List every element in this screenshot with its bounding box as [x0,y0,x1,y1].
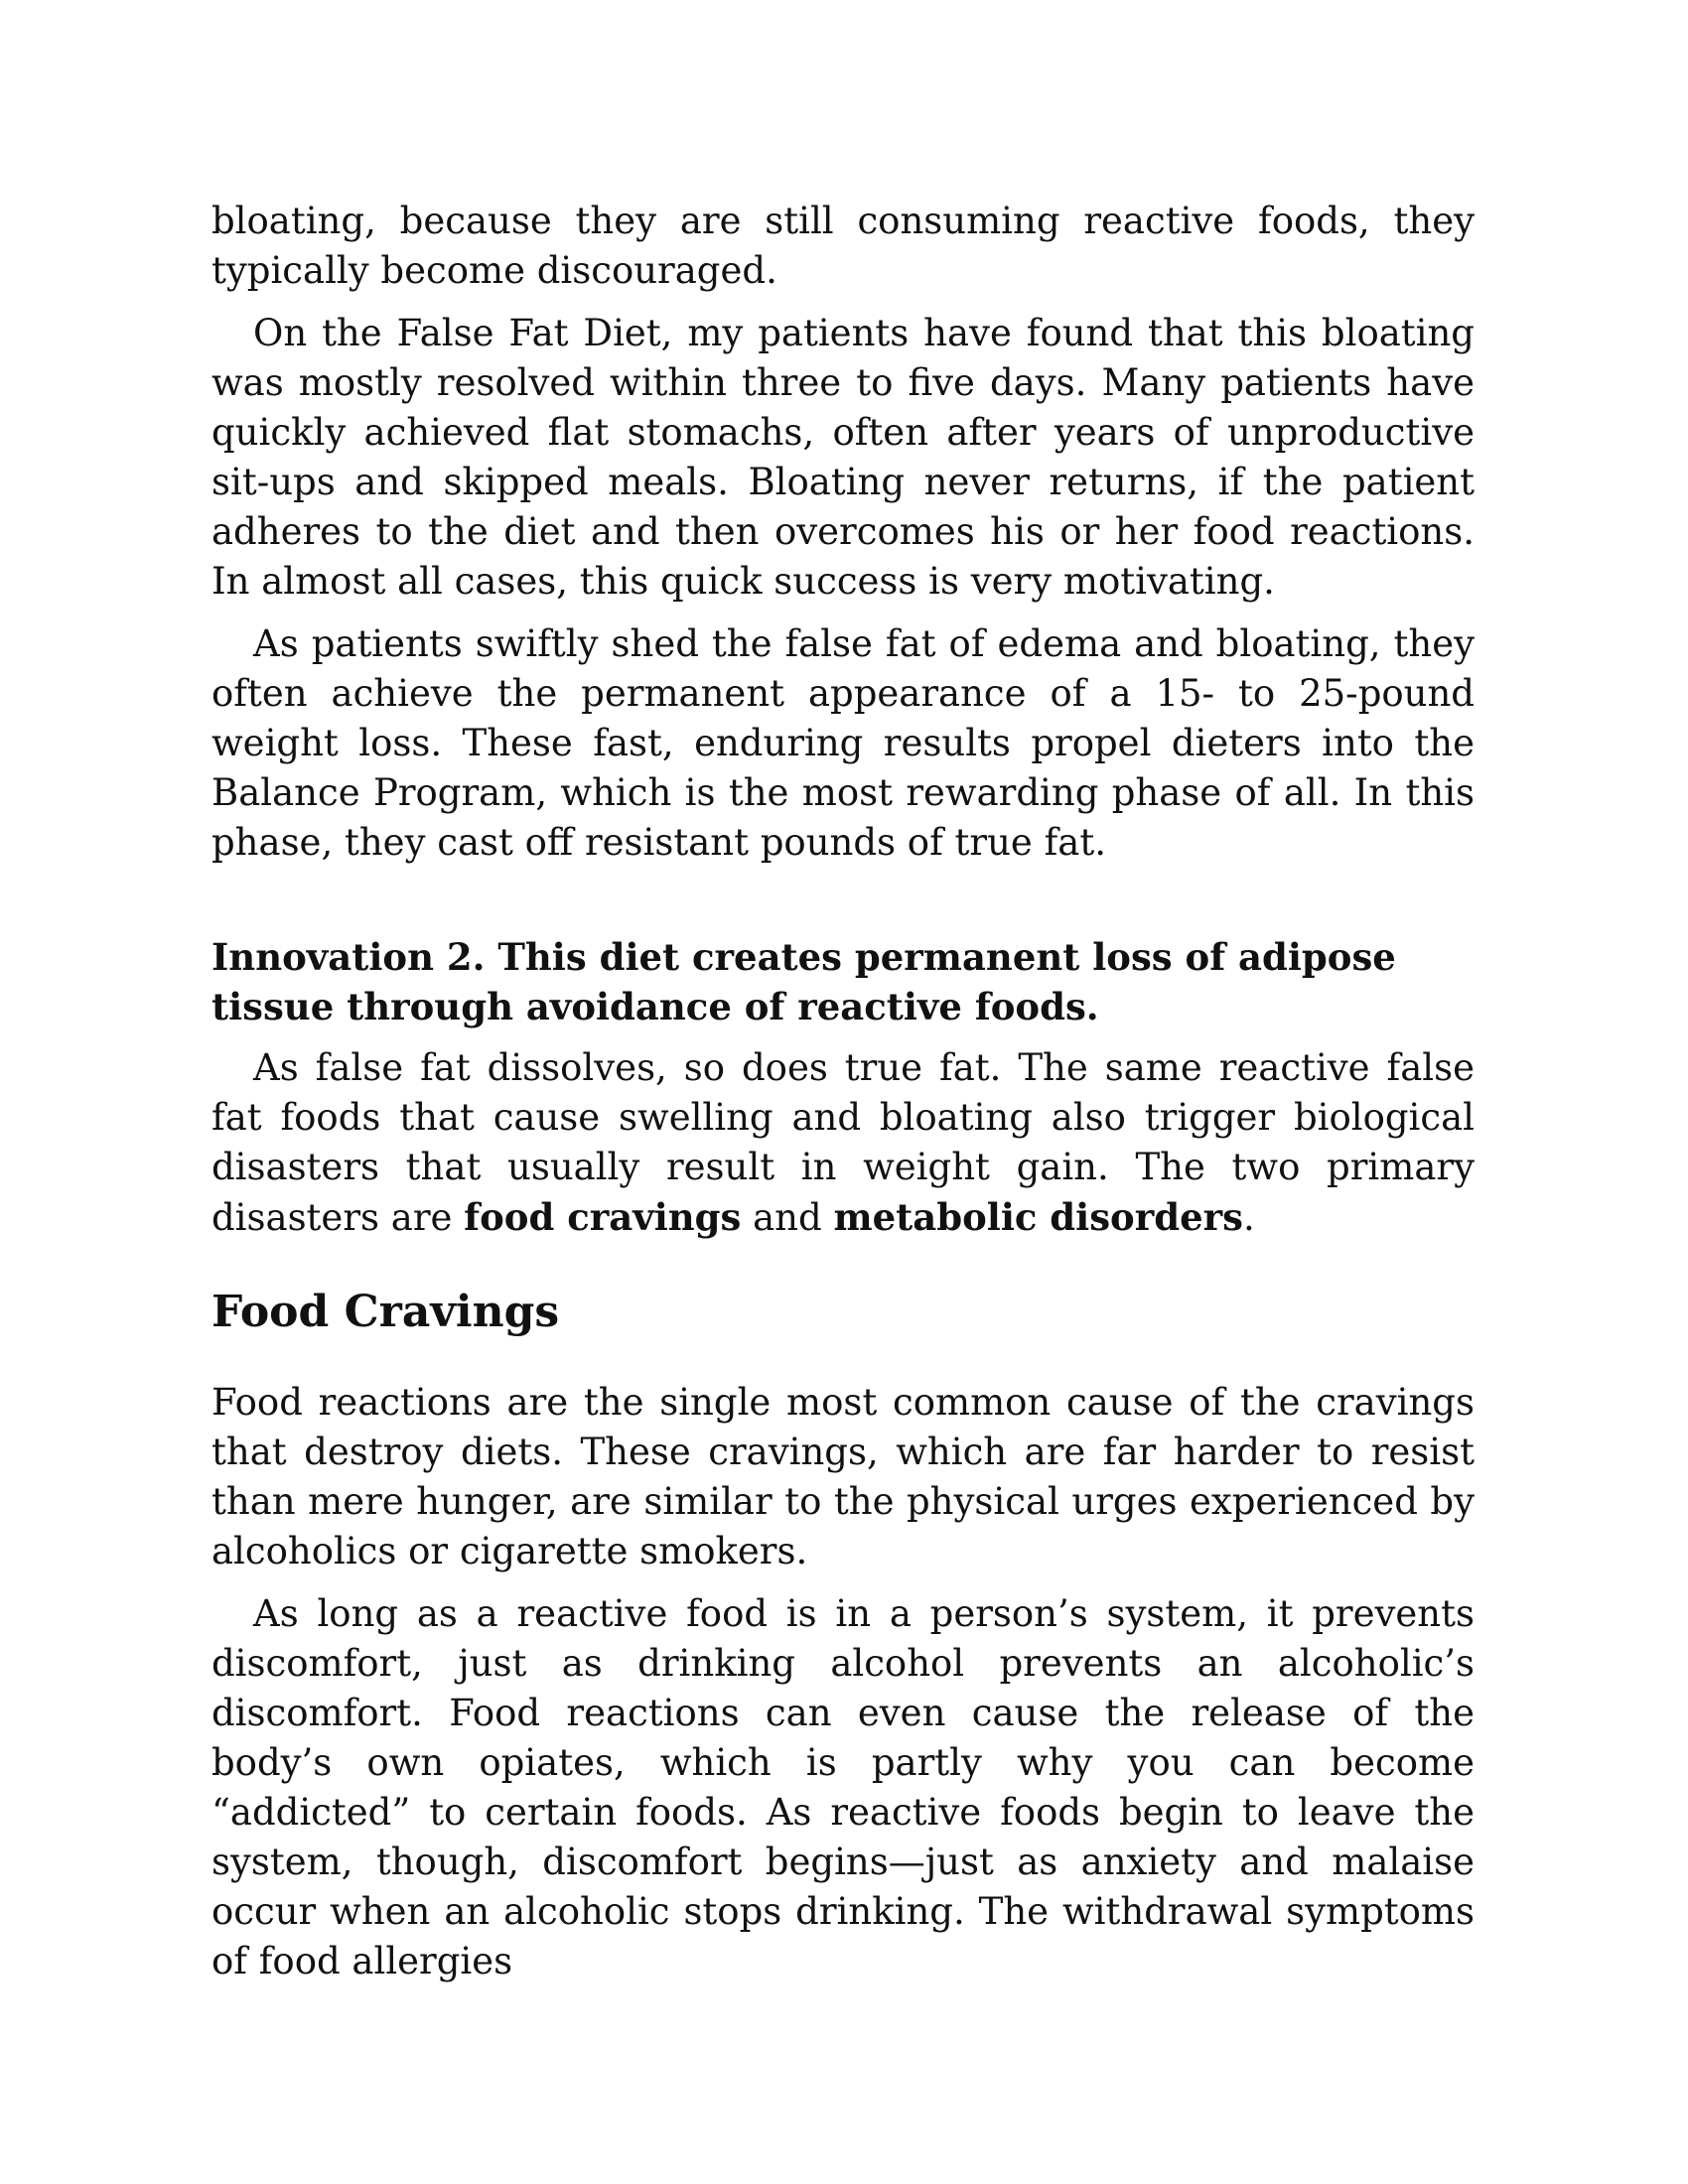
paragraph-reactive-food-addiction: As long as a reactive food is in a person’s system, it prevents discomfort, just as drinking alcohol prevents an alcoholic’s discomfort. Food reactions can even cause the release of the body’s own opiates, which is partly why you can become “addicted” to certain foods. As reactive foods begin to leave the system, though, discomfort begins—just as anxiety and malaise occur when an alcoholic stops drinking. The withdrawal symptoms of food allergies [211,1592,1475,1982]
paragraph-swift-weight-loss: As patients swiftly shed the false fat of edema and bloating, they often achieve the permanent appearance of a 15- to 25-pound weight loss. These fast, enduring results propel dieters into the Balance Program, which is the most rewarding phase of all. In this phase, they cast off resistant pounds of true fat. [211,622,1475,864]
paragraph-cravings-cause: Food reactions are the single most common cause of the cravings that destroy diets. These cravings, which are far harder to resist than mere hunger, are similar to the physical urges experienced by alcoholics or cigarette smokers. [211,1381,1475,1572]
book-page [211,197,1475,1986]
bold-term-metabolic-disorders: metabolic disorders [833,1195,1243,1239]
paragraph-text: As false fat dissolves, so does true fat. The same reactive false fat foods that cause swelling and bloating also trigger biological disasters that usually result in weight gain. The two primary disasters are [211,1046,1475,1239]
section-heading-food-cravings: Food Cravings [211,1287,560,1337]
paragraph-text: and [741,1196,834,1239]
paragraph-bloating-continued: bloating, because they are still consuming reactive foods, they typically become discouraged. [211,200,1475,292]
paragraph-text: . [1242,1196,1255,1239]
paragraph-false-fat-dissolves [211,1043,1475,1243]
innovation-2-heading: Innovation 2. This diet creates permanent loss of adipose tissue through avoidance of reactive foods. [211,935,1396,1028]
paragraph-false-fat-diet-results: On the False Fat Diet, my patients have found that this bloating was mostly resolved within three to five days. Many patients have quickly achieved flat stomachs, often after years of unproductive sit-ups and skipped meals. Bloating never returns, if the patient adheres to the diet and then overcomes his or her food reactions. In almost all cases, this quick success is very motivating. [211,312,1475,603]
bold-term-food-cravings: food cravings [464,1195,742,1239]
